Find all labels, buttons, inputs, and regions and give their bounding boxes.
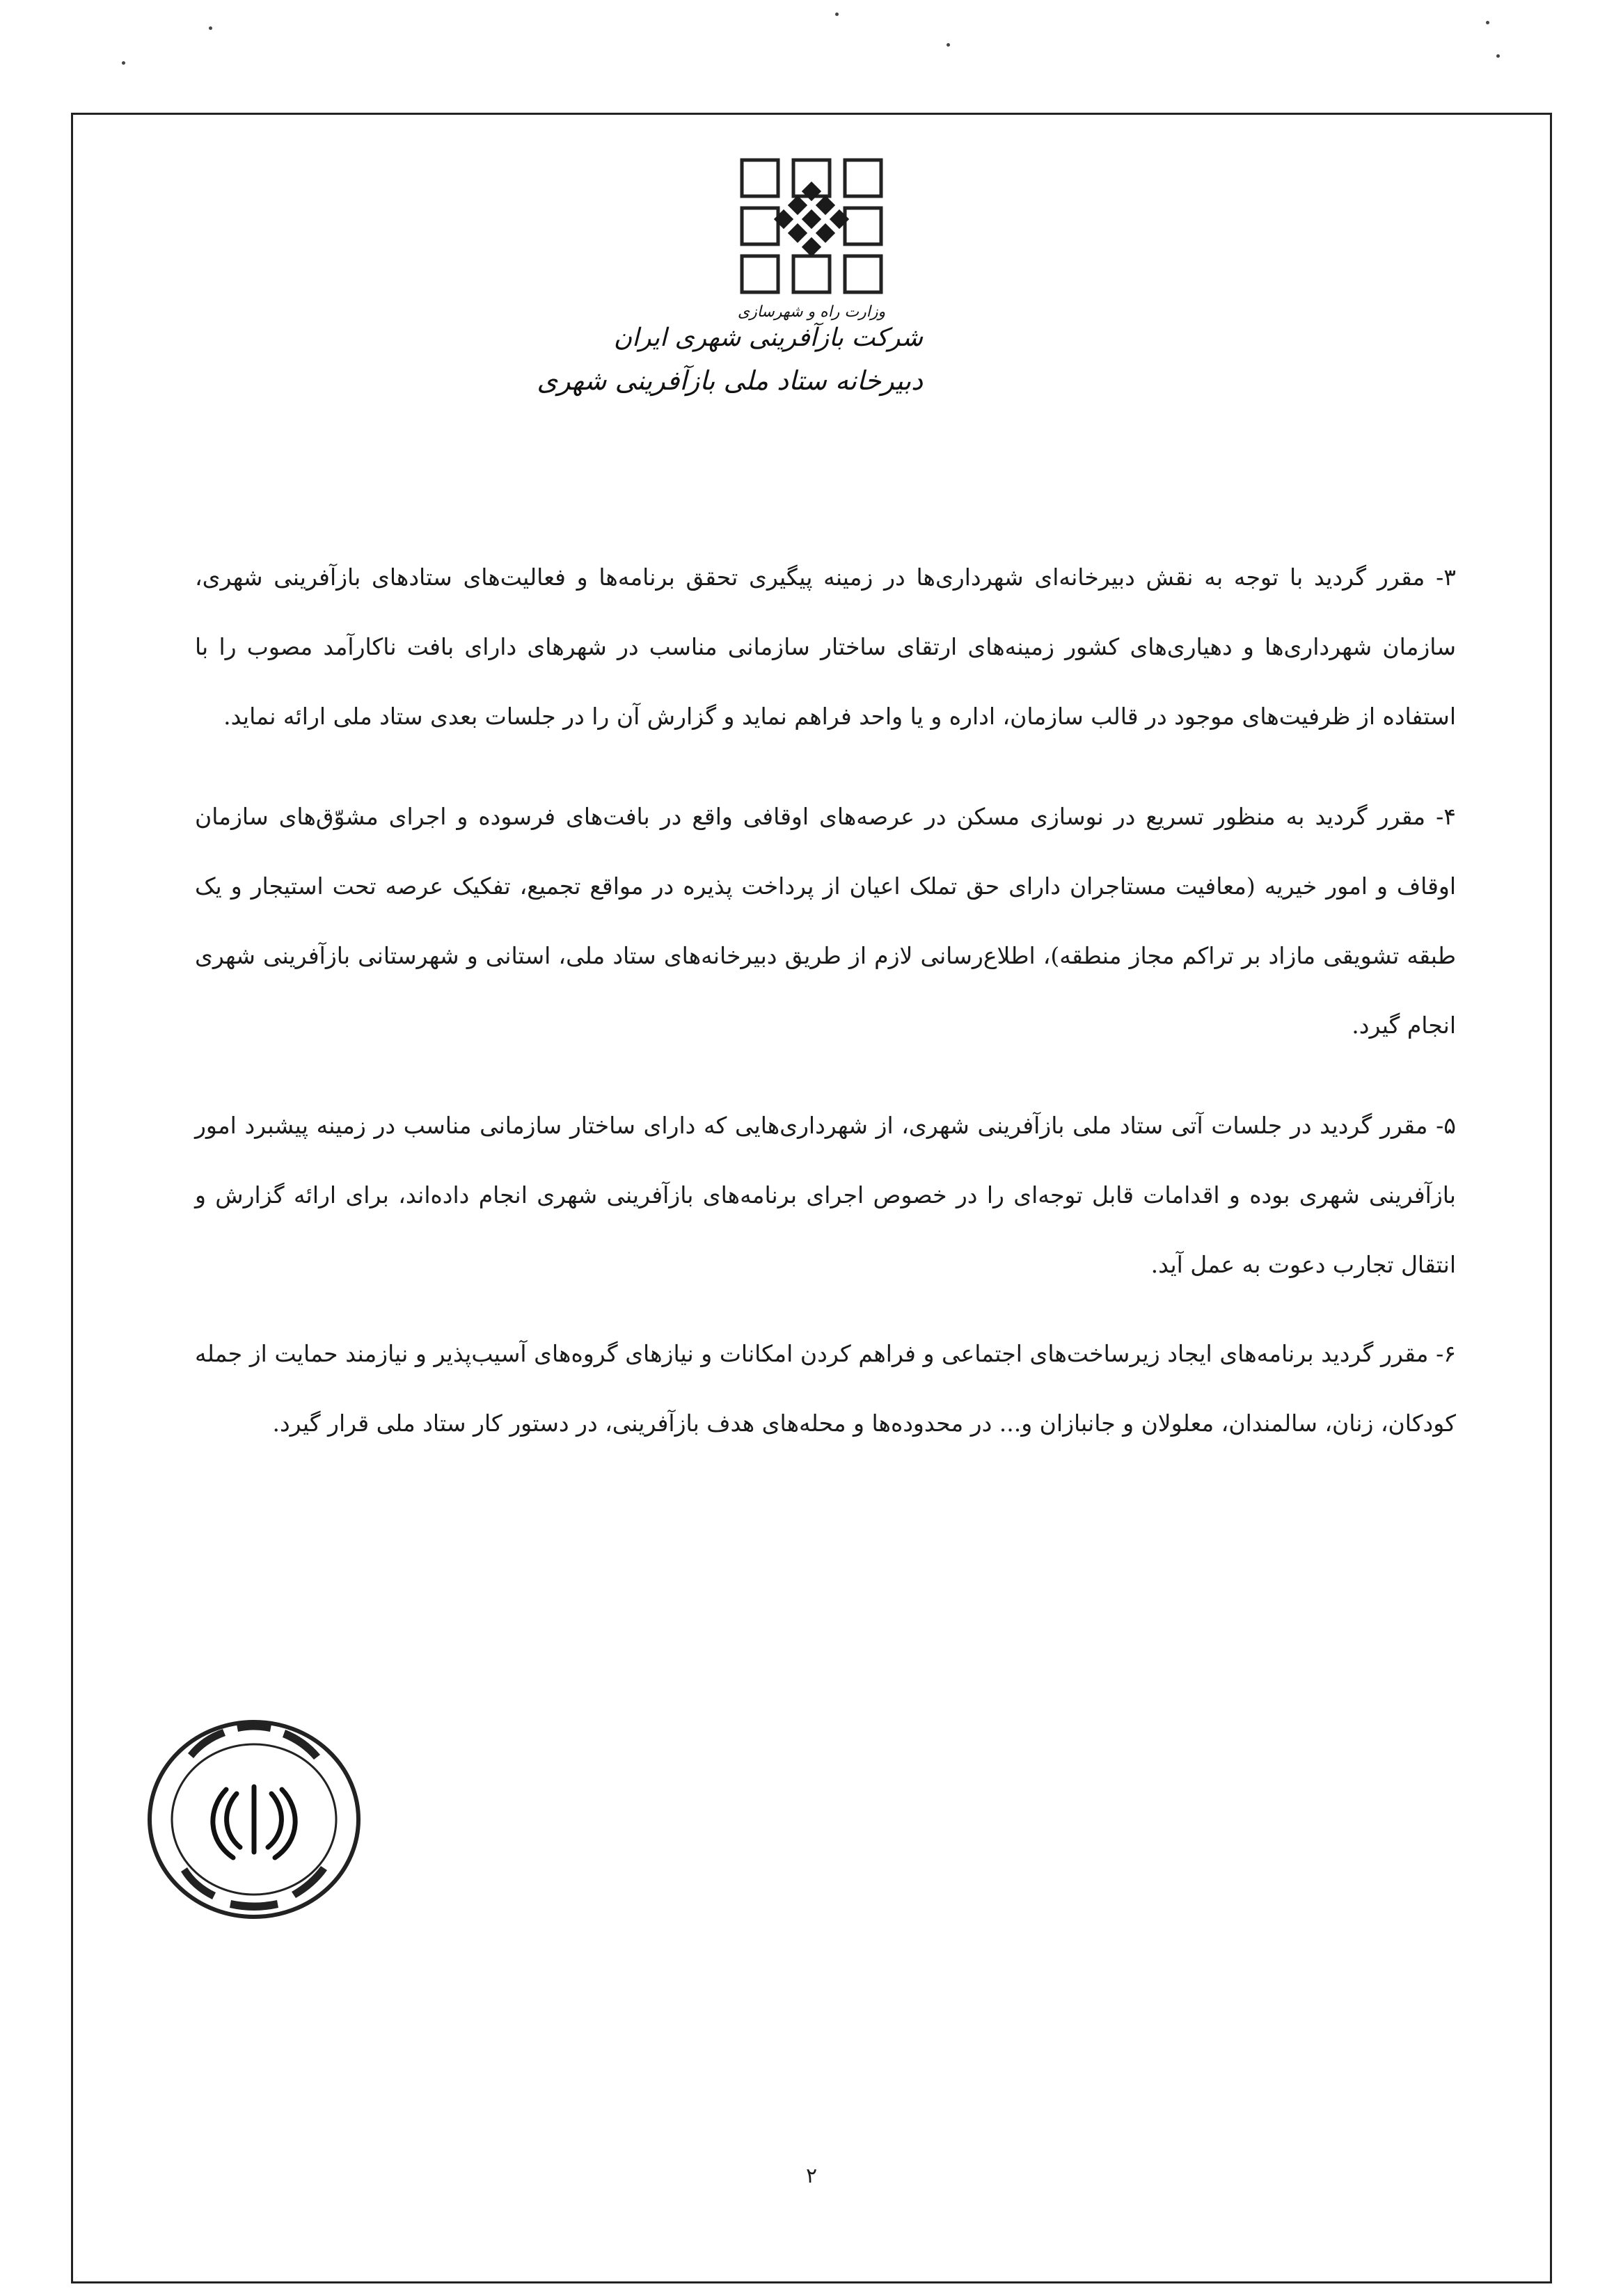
scan-speck [835, 13, 839, 16]
resolutions-body [195, 543, 1456, 1478]
company-logo [738, 157, 885, 296]
secretariat-name: دبیرخانه ستاد ملی بازآفرینی شهری [537, 365, 923, 396]
clause-3: ۳- مقرر گردید با توجه به نقش دبیرخانه‌ای شهرداری‌ها در زمینه پیگیری تحقق برنامه‌ها و فعالیت‌های ستادهای بازآفرینی شهری، سازمان شهرداری‌ها و دهیاری‌های کشور زمینه‌های ارتقای ساختار سازمانی مناسب در شهرهای دارای بافت ناکارآمد مصوب را با استفاده از ظرفیت‌های موجود در قالب سازمان، اداره و یا واحد فراهم نماید و گزارش آن را در جلسات بعدی ستاد ملی ارائه نماید. [195, 564, 1456, 730]
scan-speck [209, 26, 212, 30]
clause-4: ۴- مقرر گردید به منظور تسریع در نوسازی مسکن در عرصه‌های اوقافی واقع در بافت‌های فرسوده و اجرای مشوّق‌های سازمان اوقاف و امور خیریه (معافیت مستاجران دارای حق تملک اعیان از پرداخت پذیره در مواقع تجمیع، تفکیک عرصه تحت استیجار و یک طبقه تشویقی مازاد بر تراکم مجاز منطقه)، اطلاع‌رسانی لازم از طریق دبیرخانه‌های ستاد ملی، استانی و شهرستانی بازآفرینی شهری انجام گیرد. [195, 803, 1456, 1039]
scan-speck [1486, 21, 1489, 24]
official-seal [139, 1705, 369, 1934]
clause-6: ۶- مقرر گردید برنامه‌های ایجاد زیرساخت‌های اجتماعی و فراهم کردن امکانات و نیازهای گروه‌های آسیب‌پذیر و نیازمند حمایت از جمله کودکان، زنان، سالمندان، معلولان و جانبازان و... در محدوده‌ها و محله‌های هدف بازآفرینی، در دستور کار ستاد ملی قرار گیرد. [195, 1340, 1456, 1437]
company-name: شرکت بازآفرینی شهری ایران [613, 323, 923, 352]
scan-speck [947, 43, 950, 47]
scan-speck [122, 61, 125, 65]
scan-speck [1496, 54, 1500, 58]
page-number: ۲ [805, 2164, 818, 2188]
letterhead [537, 157, 923, 397]
ministry-name: وزارت راه و شهرسازی [737, 303, 886, 321]
clause-5: ۵- مقرر گردید در جلسات آتی ستاد ملی بازآفرینی شهری، از شهرداری‌هایی که دارای ساختار سازمانی مناسب در زمینه پیشبرد امور بازآفرینی شهری بوده و اقدامات قابل توجه‌ای را در خصوص اجرای برنامه‌های بازآفرینی شهری انجام داده‌اند، برای ارائه گزارش و انتقال تجارب دعوت به عمل آید. [195, 1112, 1456, 1278]
